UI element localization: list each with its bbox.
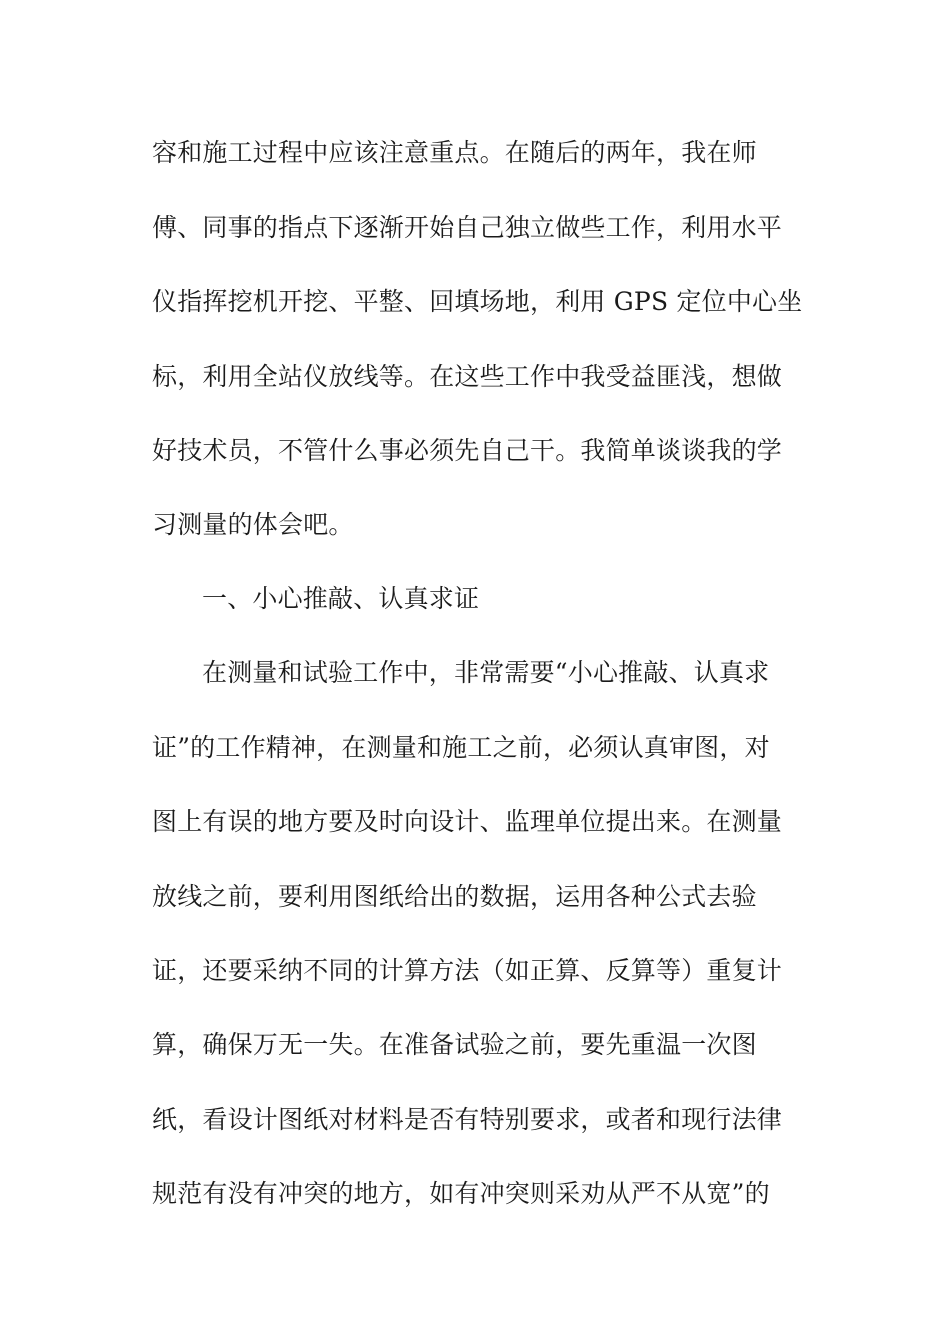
body-text-line: 算，确保万无一失。在准备试验之前，要先重温一次图 — [152, 1030, 757, 1059]
section-heading: 一、小心推敲、认真求证 — [202, 584, 480, 613]
body-text-line: 图上有误的地方要及时向设计、监理单位提出来。在测量 — [152, 807, 783, 836]
body-text-line: 标，利用全站仪放线等。在这些工作中我受益匪浅，想做 — [152, 362, 783, 391]
body-text-line: 容和施工过程中应该注意重点。在随后的两年，我在师 — [152, 138, 757, 167]
body-text-line: 在测量和试验工作中，非常需要“小心推敲、认真求 — [202, 658, 770, 687]
body-text-line: 纸，看设计图纸对材料是否有特别要求，或者和现行法律 — [152, 1105, 783, 1134]
body-text-line: 仪指挥挖机开挖、平整、回填场地，利用 GPS 定位中心坐 — [152, 287, 803, 316]
body-text-line: 好技术员，不管什么事必须先自己干。我简单谈谈我的学 — [152, 436, 783, 465]
body-text-line: 傅、同事的指点下逐渐开始自己独立做些工作，利用水平 — [152, 213, 783, 242]
body-text-line: 证”的工作精神，在测量和施工之前，必须认真审图，对 — [152, 733, 770, 762]
body-text-line: 放线之前，要利用图纸给出的数据，运用各种公式去验 — [152, 882, 757, 911]
body-text-line: 规范有没有冲突的地方，如有冲突则采劝从严不从宽”的 — [152, 1179, 770, 1208]
body-text-line: 习测量的体会吧。 — [152, 510, 354, 539]
body-text-line: 证，还要采纳不同的计算方法（如正算、反算等）重复计 — [152, 956, 783, 985]
